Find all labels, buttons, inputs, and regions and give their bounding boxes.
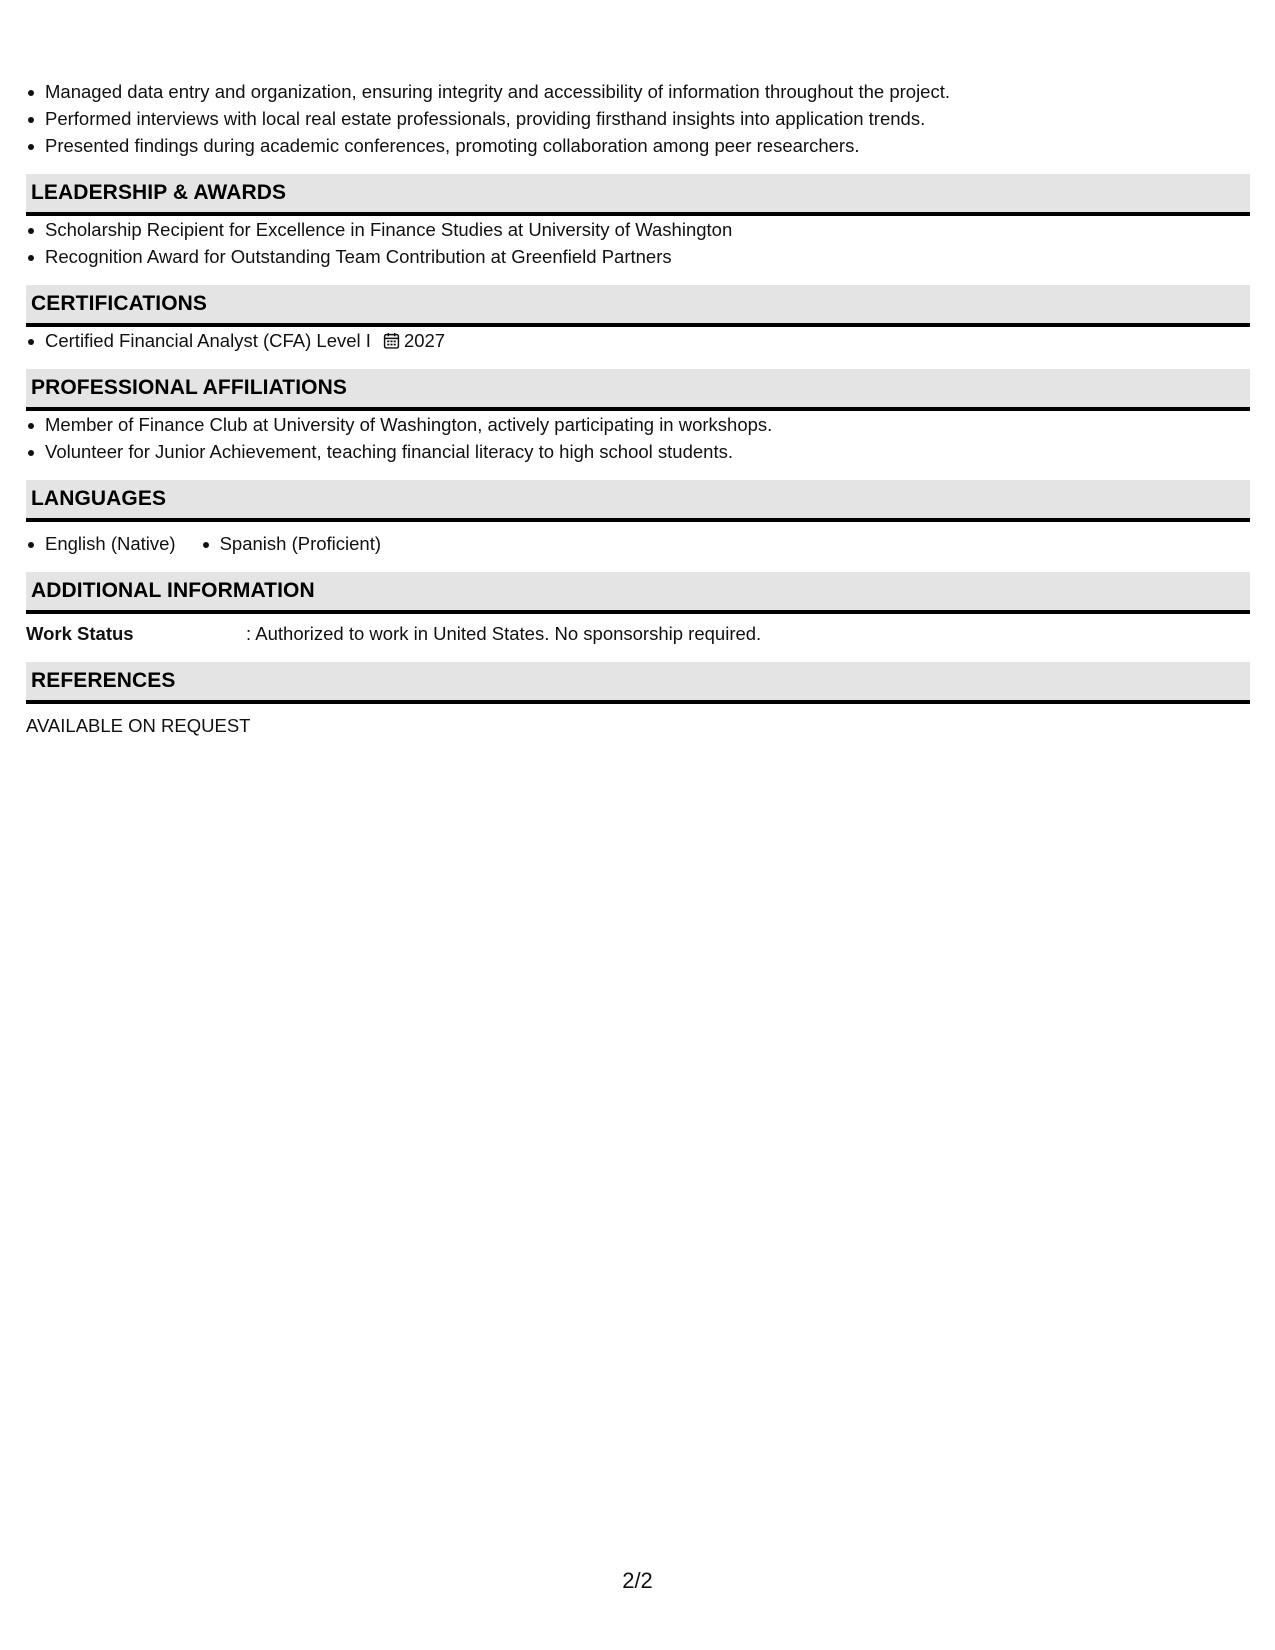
affiliations-list (26, 411, 1250, 465)
list-item: Managed data entry and organization, ensuring integrity and accessibility of information throughout the project. (45, 78, 1250, 105)
certification-name: Certified Financial Analyst (CFA) Level I (45, 330, 371, 351)
language-item: English (Native) (45, 530, 176, 557)
section-header-certifications: CERTIFICATIONS (26, 285, 1250, 327)
section-header-references: REFERENCES (26, 662, 1250, 704)
work-status-row (26, 620, 1250, 647)
list-item: Member of Finance Club at University of Washington, actively participating in workshops. (45, 411, 1250, 438)
project-bullet-list (26, 78, 1250, 159)
list-item: Scholarship Recipient for Excellence in Finance Studies at University of Washington (45, 216, 1250, 243)
work-status-value: : Authorized to work in United States. No sponsorship required. (246, 623, 762, 644)
resume-page-content (26, 78, 1250, 739)
list-item: Performed interviews with local real estate professionals, providing firsthand insights into application trends. (45, 105, 1250, 132)
calendar-icon (383, 332, 400, 349)
section-header-languages: LANGUAGES (26, 480, 1250, 522)
page-number: 2/2 (622, 1568, 653, 1593)
section-header-additional-information: ADDITIONAL INFORMATION (26, 572, 1250, 614)
list-item: Volunteer for Junior Achievement, teaching financial literacy to high school students. (45, 438, 1250, 465)
list-item: Presented findings during academic conferences, promoting collaboration among peer researchers. (45, 132, 1250, 159)
section-header-affiliations: PROFESSIONAL AFFILIATIONS (26, 369, 1250, 411)
leadership-list (26, 216, 1250, 270)
certification-year: 2027 (403, 330, 446, 351)
language-item: Spanish (Proficient) (220, 530, 381, 557)
languages-list (26, 530, 1250, 557)
certifications-list (26, 327, 1250, 354)
references-text: AVAILABLE ON REQUEST (26, 715, 251, 736)
list-item: Recognition Award for Outstanding Team Contribution at Greenfield Partners (45, 243, 1250, 270)
list-item (45, 327, 1250, 354)
work-status-label: Work Status (26, 623, 134, 644)
section-header-leadership: LEADERSHIP & AWARDS (26, 174, 1250, 216)
